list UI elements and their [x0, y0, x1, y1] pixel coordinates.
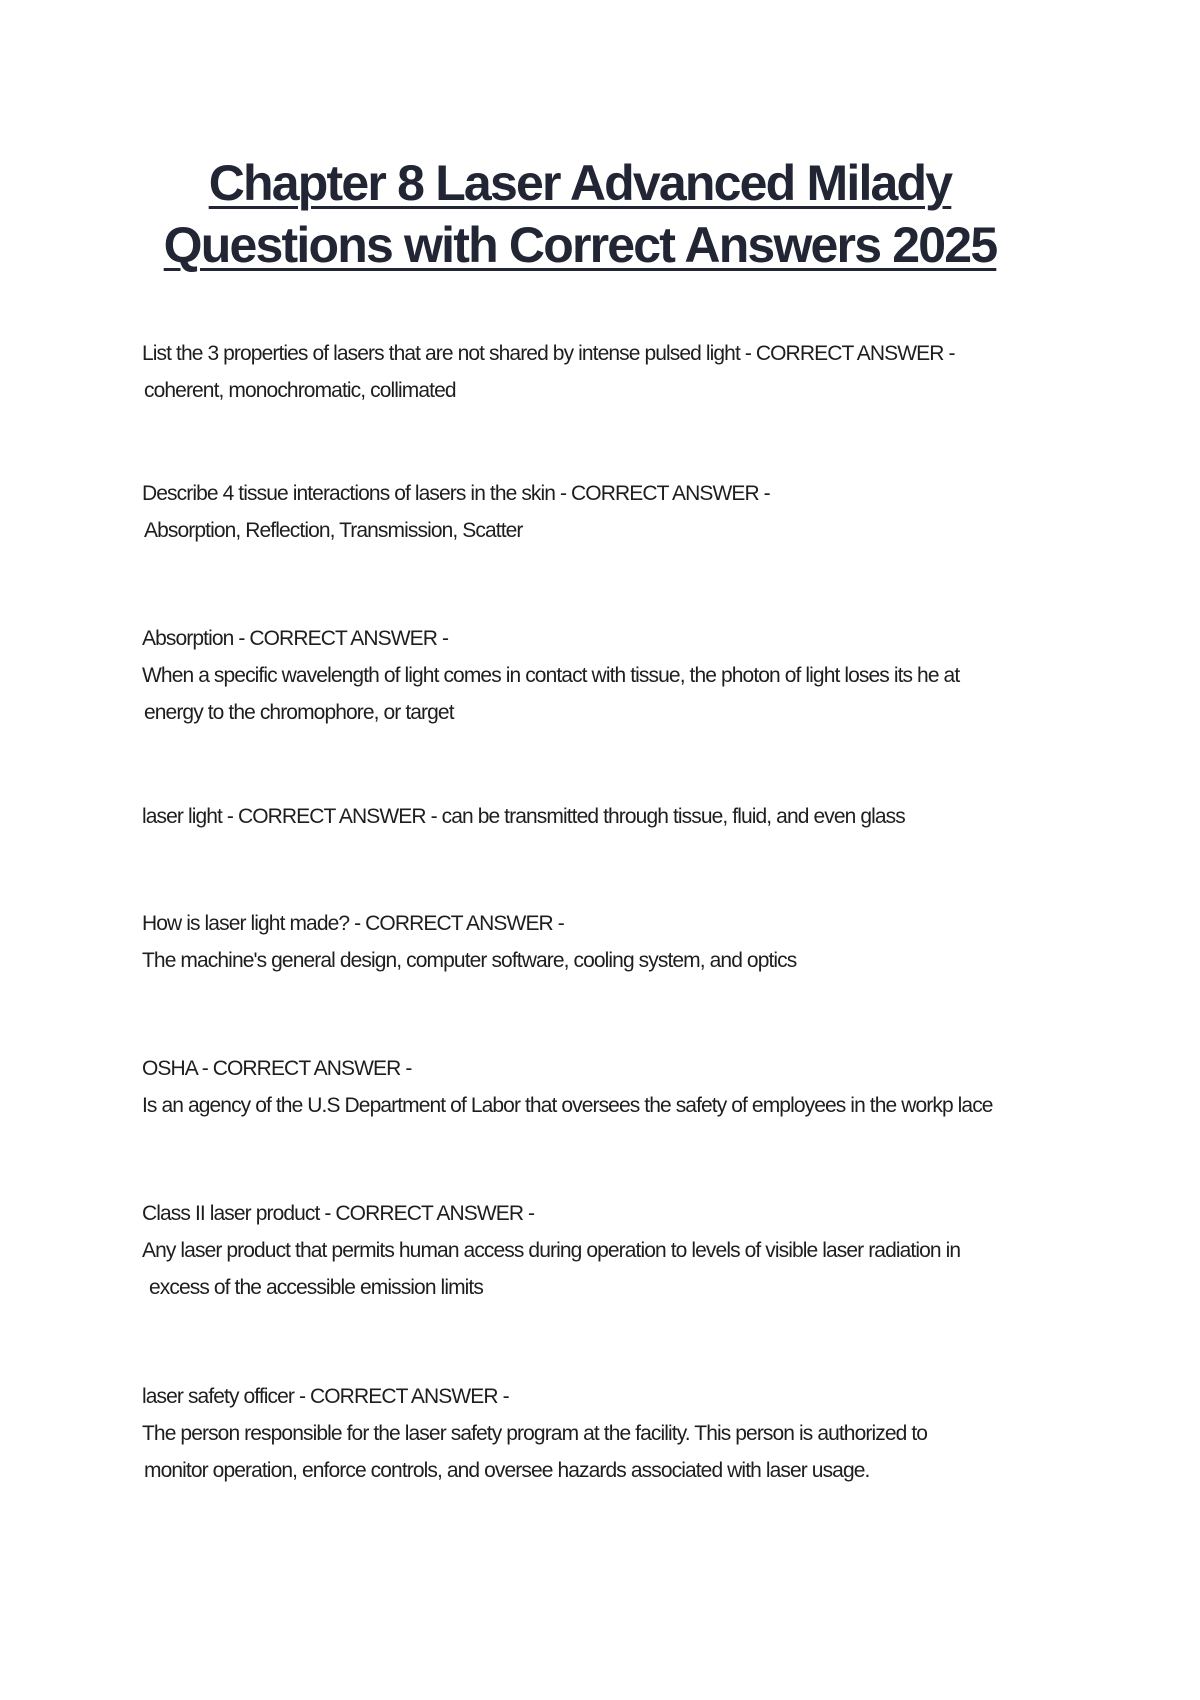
- question-text: Describe 4 tissue interactions of lasers in the skin - CORRECT ANSWER -: [142, 482, 770, 505]
- answer-text-line-1: When a specific wavelength of light comes in contact with tissue, the photon of light loses its he at: [142, 664, 960, 687]
- question-text: List the 3 properties of lasers that are not shared by intense pulsed light - CORRECT ANSWER -: [142, 342, 955, 365]
- question-text: laser safety officer - CORRECT ANSWER -: [142, 1385, 509, 1408]
- question-text: How is laser light made? - CORRECT ANSWER -: [142, 912, 564, 935]
- qa-item: [142, 1195, 1072, 1306]
- question-text: OSHA - CORRECT ANSWER -: [142, 1057, 412, 1080]
- answer-text-line-2: monitor operation, enforce controls, and oversee hazards associated with laser usage.: [144, 1459, 870, 1482]
- qa-item: [142, 905, 1072, 979]
- question-text: Absorption - CORRECT ANSWER -: [142, 627, 449, 650]
- qa-item: [142, 620, 1072, 731]
- answer-text-line-2: energy to the chromophore, or target: [144, 701, 454, 724]
- qa-item: [142, 475, 1072, 549]
- qa-item: [142, 1050, 1072, 1124]
- answer-text-line-1: The person responsible for the laser safety program at the facility. This person is authorized to: [142, 1422, 928, 1445]
- answer-text: Absorption, Reflection, Transmission, Scatter: [144, 519, 523, 542]
- document-title: [0, 152, 1160, 276]
- question-text: Class II laser product - CORRECT ANSWER -: [142, 1202, 535, 1225]
- qa-item: [142, 798, 1072, 835]
- answer-text: Is an agency of the U.S Department of Labor that oversees the safety of employees in the workp lace: [142, 1094, 993, 1117]
- answer-text: The machine's general design, computer software, cooling system, and optics: [142, 949, 797, 972]
- qa-item: [142, 1378, 1072, 1489]
- answer-text-line-2: excess of the accessible emission limits: [149, 1276, 483, 1299]
- qa-item: [142, 335, 1072, 409]
- question-answer-text: laser light - CORRECT ANSWER - can be transmitted through tissue, fluid, and even glass: [142, 805, 905, 828]
- title-line-2: Questions with Correct Answers 2025: [163, 217, 997, 273]
- answer-text: coherent, monochromatic, collimated: [144, 379, 456, 402]
- answer-text-line-1: Any laser product that permits human access during operation to levels of visible laser radiation in: [142, 1239, 961, 1262]
- title-line-1: Chapter 8 Laser Advanced Milady: [208, 155, 952, 211]
